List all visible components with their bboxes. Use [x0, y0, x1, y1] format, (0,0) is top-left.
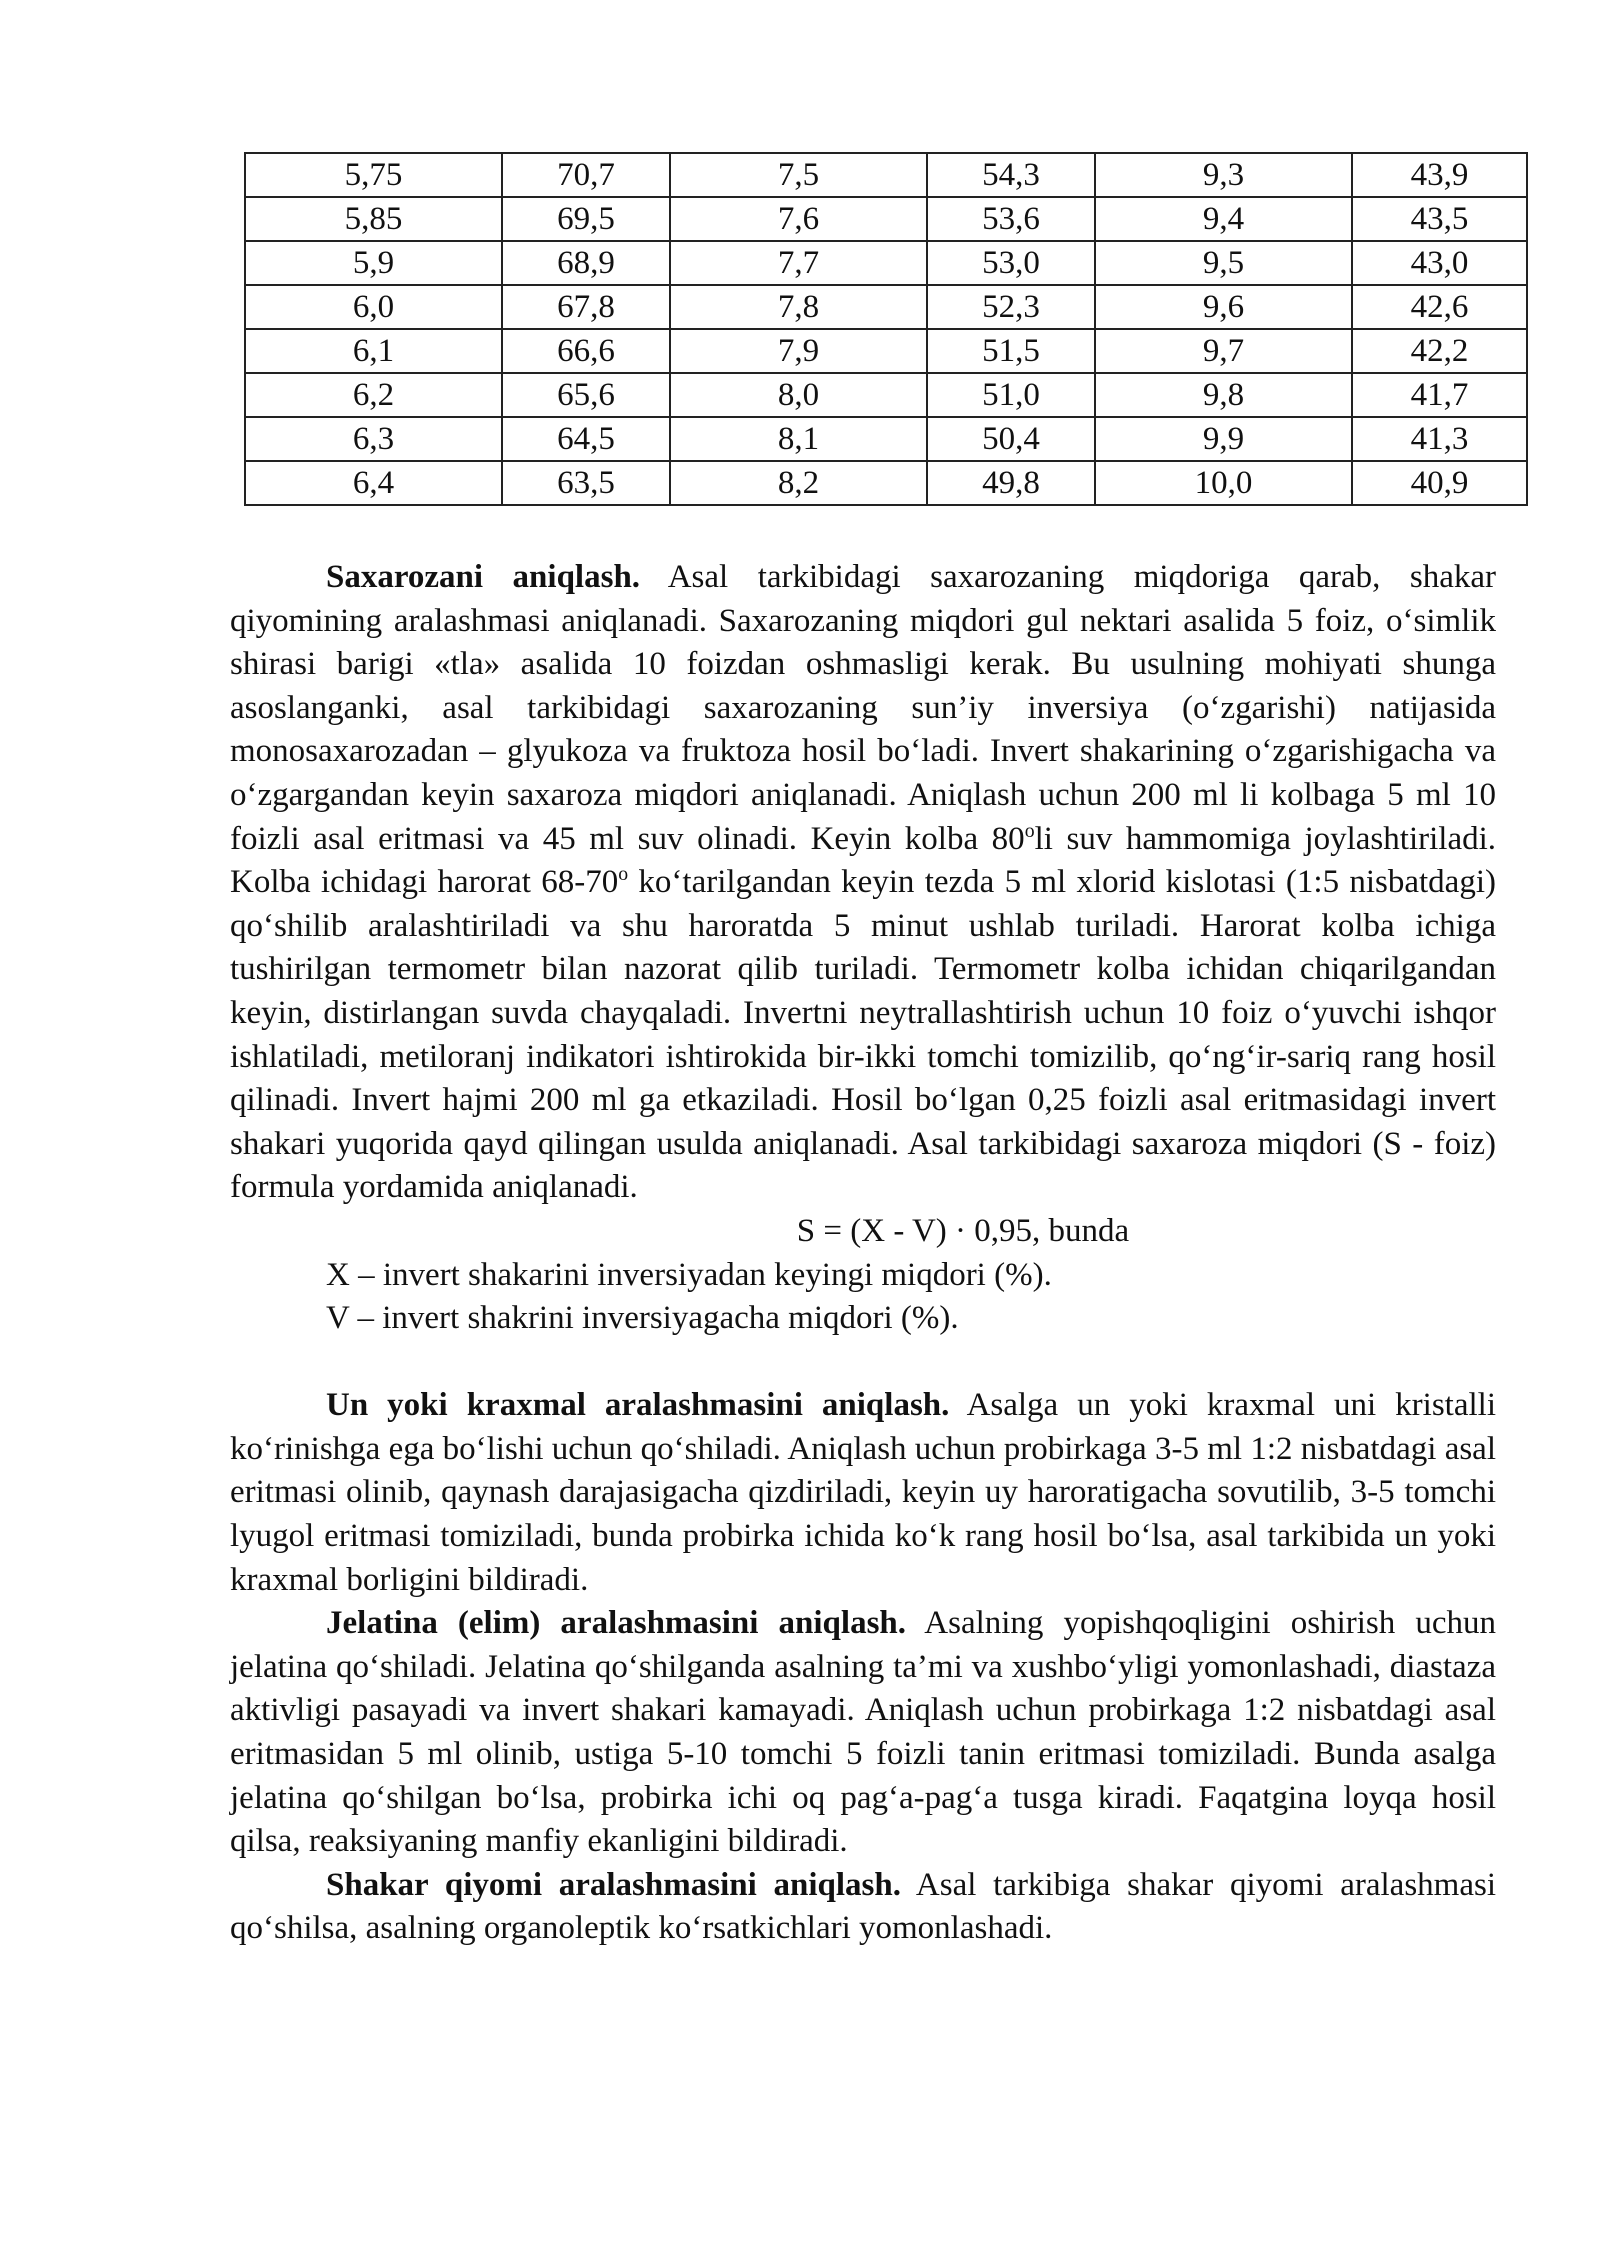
table-cell: 5,9 [245, 241, 502, 285]
data-table [244, 152, 1528, 506]
table-cell: 63,5 [502, 461, 670, 505]
table-cell: 67,8 [502, 285, 670, 329]
formula: S = (X - V) · 0,95, bunda [796, 1212, 1130, 1249]
table-cell: 10,0 [1095, 461, 1352, 505]
heading-un: Un yoki kraxmal aralashmasini aniqlash. [326, 1387, 950, 1424]
saxaroza-text-b: li suv hammomiga joylashtiriladi. Kolba ichidagi harorat 68-70 [230, 820, 1497, 901]
table-row [245, 285, 1527, 329]
degree-mark-2: o [618, 863, 629, 886]
paragraph-saxaroza [230, 556, 1496, 1210]
table-cell: 49,8 [927, 461, 1095, 505]
table-cell: 7,7 [670, 241, 927, 285]
table-cell: 9,7 [1095, 329, 1352, 373]
table-cell: 43,9 [1352, 153, 1527, 197]
table-cell: 7,9 [670, 329, 927, 373]
table-cell: 7,6 [670, 197, 927, 241]
table-cell: 5,75 [245, 153, 502, 197]
table-cell: 66,6 [502, 329, 670, 373]
body-text [230, 556, 1496, 1951]
table-row [245, 241, 1527, 285]
jelatina-text: Asalning yopishqoqligini oshirish uchun jelatina qo‘shiladi. Jelatina qo‘shilganda asalning ta’mi va xushbo‘yligi yomonlashadi, diastaza aktivligi pasayadi va invert shakari kamayadi. Aniqlash uchun probirkaga 1:2 nisbatdagi asal eritmasidan 5 ml olinib, ustiga 5-10 tomchi 5 foizli tanin eritmasi tomiziladi. Bunda asalga jelatina qo‘shilgan bo‘lsa, probirka ichi oq pag‘a-pag‘a tusga kiradi. Faqatgina loyqa hosil qilsa, reaksiyaning manfiy ekanligini bildiradi. [230, 1605, 1496, 1860]
heading-shakar: Shakar qiyomi aralashmasini aniqlash. [326, 1866, 901, 1903]
table-cell: 6,1 [245, 329, 502, 373]
table-cell: 68,9 [502, 241, 670, 285]
heading-saxaroza: Saxarozani aniqlash. [326, 559, 641, 595]
table-cell: 42,6 [1352, 285, 1527, 329]
data-table-body [245, 153, 1527, 505]
table-cell: 70,7 [502, 153, 670, 197]
table-cell: 43,0 [1352, 241, 1527, 285]
table-cell: 69,5 [502, 197, 670, 241]
table-row [245, 153, 1527, 197]
saxaroza-text-c: ko‘tarilgandan keyin tezda 5 ml xlorid kislotasi (1:5 nisbatdagi) qo‘shilib aralashtiriladi va shu haroratda 5 minut ushlab turiladi. Harorat kolba ichiga tushirilgan termometr bilan nazorat qilib turiladi. Termometr kolba ichidan chiqarilgandan keyin, distirlangan suvda chayqaladi. Invertni neytrallashtirish uchun 10 foiz o‘yuvchi ishqor ishlatiladi, metiloranj indikatori ishtirokida bir-ikki tomchi tomizilib, qo‘ng‘ir-sariq rang hosil qilinadi. Invert hajmi 200 ml ga etkaziladi. Hosil bo‘lgan 0,25 foizli asal eritmasidagi invert shakari yuqorida qayd qilingan usulda aniqlanadi. Asal tarkibidagi saxaroza miqdori (S - foiz) formula yordamida aniqlanadi. [230, 864, 1496, 1206]
table-cell: 51,0 [927, 373, 1095, 417]
table-cell: 8,0 [670, 373, 927, 417]
saxaroza-text-a: Asal tarkibidagi saxarozaning miqdoriga qarab, shakar qiyomining aralashmasi aniqlanadi. Saxarozaning miqdori gul nektari asalida 5 foiz, o‘simlik shirasi barigi «tla» asalida 10 foizdan oshmasligi kerak. Bu usulning mohiyati shunga asoslanganki, asal tarkibidagi saxarozaning sun’iy inversiya (o‘zgarishi) natijasida monosaxarozadan – glyukoza va fruktoza hosil bo‘ladi. Invert shakarining o‘zgarishigacha va o‘zgargandan keyin saxaroza miqdori aniqlanadi. Aniqlash uchun 200 ml li kolbaga 5 ml 10 foizli asal eritmasi va 45 ml suv olinadi. Keyin kolba 80 [230, 559, 1497, 857]
table-cell: 7,5 [670, 153, 927, 197]
paragraph-shakar [230, 1864, 1496, 1951]
table-cell: 53,6 [927, 197, 1095, 241]
degree-mark-1: o [1024, 819, 1035, 842]
table-cell: 9,3 [1095, 153, 1352, 197]
table-cell: 53,0 [927, 241, 1095, 285]
table-cell: 41,7 [1352, 373, 1527, 417]
table-cell: 43,5 [1352, 197, 1527, 241]
spacer [230, 1341, 1496, 1385]
table-cell: 40,9 [1352, 461, 1527, 505]
table-cell: 6,2 [245, 373, 502, 417]
table-row [245, 329, 1527, 373]
table-cell: 9,8 [1095, 373, 1352, 417]
table-cell: 52,3 [927, 285, 1095, 329]
table-cell: 6,3 [245, 417, 502, 461]
table-cell: 6,4 [245, 461, 502, 505]
table-cell: 54,3 [927, 153, 1095, 197]
table-cell: 65,6 [502, 373, 670, 417]
paragraph-un [230, 1384, 1496, 1602]
paragraph-jelatina [230, 1602, 1496, 1864]
table-cell: 7,8 [670, 285, 927, 329]
shakar-text: Asal tarkibiga shakar qiyomi aralashmasi qo‘shilsa, asalning organoleptik ko‘rsatkichlari yomonlashadi. [230, 1866, 1496, 1947]
table-cell: 50,4 [927, 417, 1095, 461]
table-cell: 6,0 [245, 285, 502, 329]
table-cell: 42,2 [1352, 329, 1527, 373]
table-cell: 9,4 [1095, 197, 1352, 241]
table-row [245, 417, 1527, 461]
table-row [245, 373, 1527, 417]
un-text: Asalga un yoki kraxmal uni kristalli ko‘rinishga ega bo‘lishi uchun qo‘shiladi. Aniqlash uchun probirkaga 3-5 ml 1:2 nisbatdagi asal eritmasi olinib, qaynash darajasigacha qizdiriladi, keyin uy haroratigacha sovutilib, 3-5 tomchi lyugol eritmasi tomiziladi, bunda probirka ichida ko‘k rang hosil bo‘lsa, asal tarkibida un yoki kraxmal borligini bildiradi. [230, 1387, 1496, 1598]
definition-x: X – invert shakarini inversiyadan keyingi miqdori (%). [326, 1256, 1052, 1293]
table-cell: 9,6 [1095, 285, 1352, 329]
table-cell: 64,5 [502, 417, 670, 461]
heading-jelatina: Jelatina (elim) aralashmasini aniqlash. [326, 1605, 907, 1642]
table-cell: 5,85 [245, 197, 502, 241]
table-row [245, 197, 1527, 241]
table-cell: 8,1 [670, 417, 927, 461]
table-cell: 8,2 [670, 461, 927, 505]
table-cell: 51,5 [927, 329, 1095, 373]
table-cell: 9,9 [1095, 417, 1352, 461]
table-cell: 41,3 [1352, 417, 1527, 461]
table-cell: 9,5 [1095, 241, 1352, 285]
table-row [245, 461, 1527, 505]
definition-v: V – invert shakrini inversiyagacha miqdori (%). [326, 1300, 959, 1337]
